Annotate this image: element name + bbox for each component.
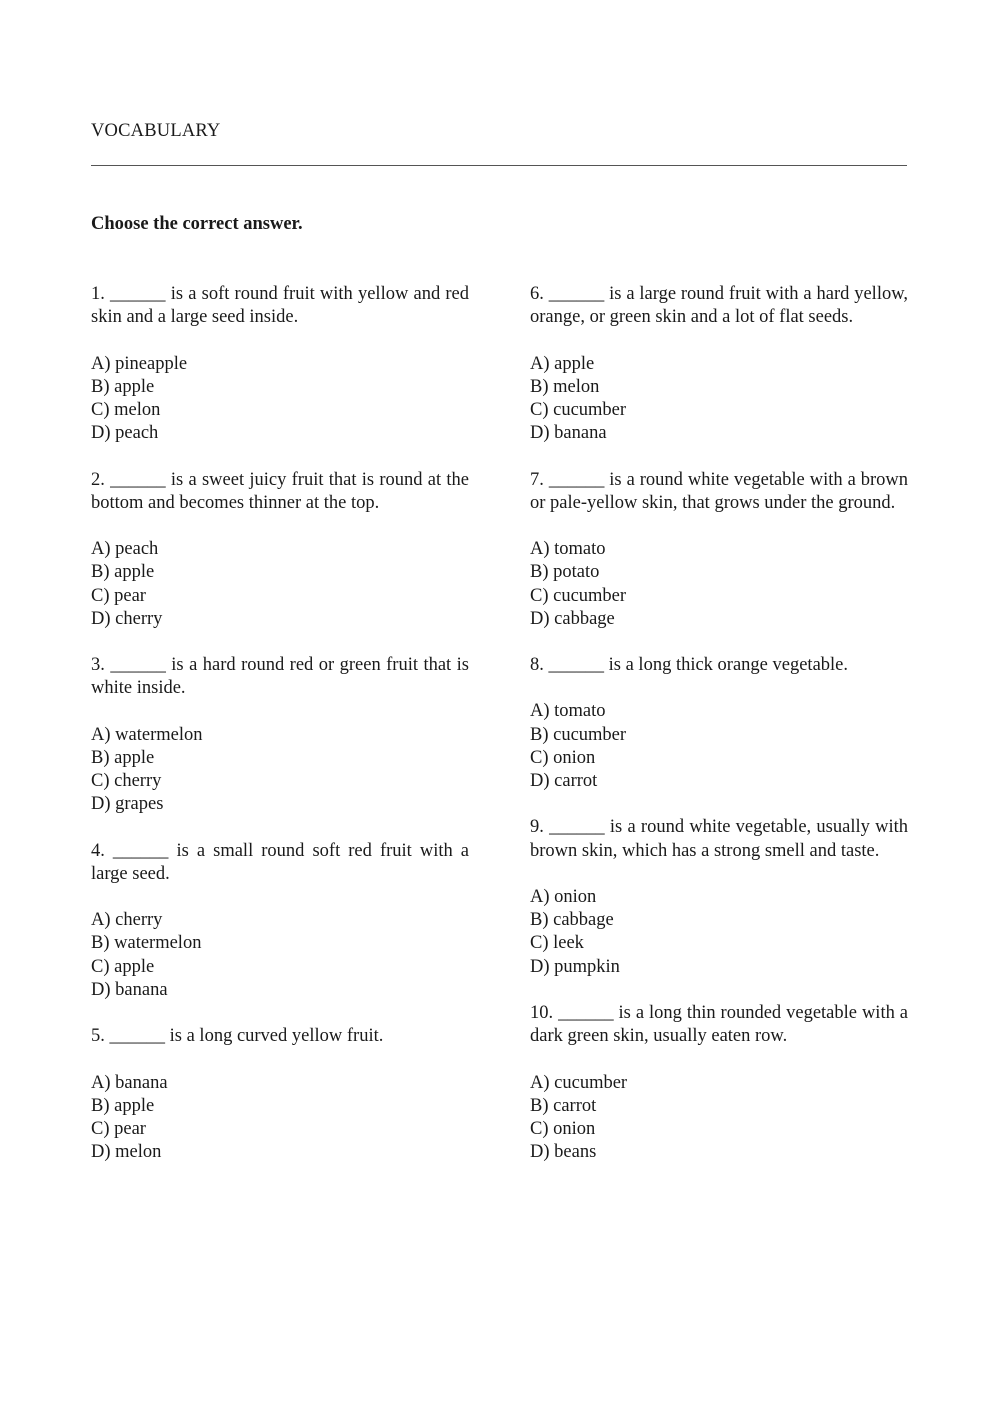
option-list xyxy=(91,909,469,1002)
question-10 xyxy=(530,1002,908,1164)
option-d[interactable]: D) cabbage xyxy=(530,608,615,629)
option-d[interactable]: D) grapes xyxy=(91,794,164,815)
option-b[interactable]: B) apple xyxy=(91,376,155,397)
option-a[interactable]: A) tomato xyxy=(530,701,606,722)
question-1 xyxy=(91,283,469,445)
question-2 xyxy=(91,469,469,631)
question-text: 9. ______ is a round white vegetable, usually with brown skin, which has a strong smell and taste. xyxy=(530,817,908,861)
option-c[interactable]: C) pear xyxy=(91,1118,146,1139)
option-c[interactable]: C) leek xyxy=(530,933,584,954)
option-b[interactable]: B) cabbage xyxy=(530,910,614,931)
option-c[interactable]: C) onion xyxy=(530,1118,596,1139)
option-c[interactable]: C) cucumber xyxy=(530,585,627,606)
right-column xyxy=(530,283,908,1187)
option-b[interactable]: B) potato xyxy=(530,562,600,583)
option-d[interactable]: D) banana xyxy=(530,423,607,444)
option-b[interactable]: B) cucumber xyxy=(530,724,627,745)
option-d[interactable]: D) beans xyxy=(530,1142,597,1163)
option-c[interactable]: C) cherry xyxy=(91,771,162,792)
option-c[interactable]: C) onion xyxy=(530,747,596,768)
option-b[interactable]: B) apple xyxy=(91,1095,155,1116)
option-a[interactable]: A) onion xyxy=(530,886,597,907)
option-d[interactable]: D) cherry xyxy=(91,608,163,629)
title-divider xyxy=(91,165,907,166)
question-text: 5. ______ is a long curved yellow fruit. xyxy=(91,1026,384,1047)
option-d[interactable]: D) banana xyxy=(91,979,168,1000)
option-b[interactable]: B) watermelon xyxy=(91,933,202,954)
question-text: 2. ______ is a sweet juicy fruit that is round at the bottom and becomes thinner at the top. xyxy=(91,469,469,513)
option-d[interactable]: D) melon xyxy=(91,1142,162,1163)
option-a[interactable]: A) banana xyxy=(91,1072,168,1093)
option-c[interactable]: C) melon xyxy=(91,399,161,420)
option-list xyxy=(91,724,469,817)
option-a[interactable]: A) pineapple xyxy=(91,353,188,374)
option-b[interactable]: B) carrot xyxy=(530,1095,597,1116)
option-list xyxy=(530,1072,908,1165)
question-text: 8. ______ is a long thick orange vegetable. xyxy=(530,655,849,676)
question-4 xyxy=(91,840,469,1002)
option-a[interactable]: A) cucumber xyxy=(530,1072,628,1093)
option-c[interactable]: C) apple xyxy=(91,956,155,977)
question-9 xyxy=(530,816,908,978)
option-d[interactable]: D) peach xyxy=(91,423,159,444)
question-7 xyxy=(530,469,908,631)
question-text: 4. ______ is a small round soft red fruit with a large seed. xyxy=(91,840,469,884)
option-list xyxy=(530,700,908,793)
question-6 xyxy=(530,283,908,445)
option-d[interactable]: D) carrot xyxy=(530,771,598,792)
option-c[interactable]: C) cucumber xyxy=(530,399,627,420)
option-b[interactable]: B) melon xyxy=(530,376,600,397)
question-text: 6. ______ is a large round fruit with a hard yellow, orange, or green skin and a lot of flat seeds. xyxy=(530,284,908,328)
option-list xyxy=(530,353,908,446)
option-a[interactable]: A) cherry xyxy=(91,910,163,931)
question-text: 3. ______ is a hard round red or green fruit that is white inside. xyxy=(91,655,469,699)
option-a[interactable]: A) tomato xyxy=(530,539,606,560)
page-title: VOCABULARY xyxy=(91,121,221,141)
option-a[interactable]: A) apple xyxy=(530,353,595,374)
option-b[interactable]: B) apple xyxy=(91,562,155,583)
option-a[interactable]: A) watermelon xyxy=(91,724,203,745)
option-list xyxy=(91,538,469,631)
option-c[interactable]: C) pear xyxy=(91,585,146,606)
option-list xyxy=(91,353,469,446)
option-b[interactable]: B) apple xyxy=(91,747,155,768)
question-text: 7. ______ is a round white vegetable with a brown or pale-yellow skin, that grows under the ground. xyxy=(530,469,908,513)
option-list xyxy=(530,886,908,979)
instruction: Choose the correct answer. xyxy=(91,214,303,234)
question-5 xyxy=(91,1025,469,1164)
question-text: 10. ______ is a long thin rounded vegetable with a dark green skin, usually eaten row. xyxy=(530,1002,908,1047)
option-list xyxy=(530,538,908,631)
question-8 xyxy=(530,654,908,793)
question-text: 1. ______ is a soft round fruit with yellow and red skin and a large seed inside. xyxy=(91,284,469,328)
option-a[interactable]: A) peach xyxy=(91,539,159,560)
option-d[interactable]: D) pumpkin xyxy=(530,956,620,977)
left-column xyxy=(91,283,469,1187)
option-list xyxy=(91,1072,469,1165)
question-3 xyxy=(91,654,469,816)
